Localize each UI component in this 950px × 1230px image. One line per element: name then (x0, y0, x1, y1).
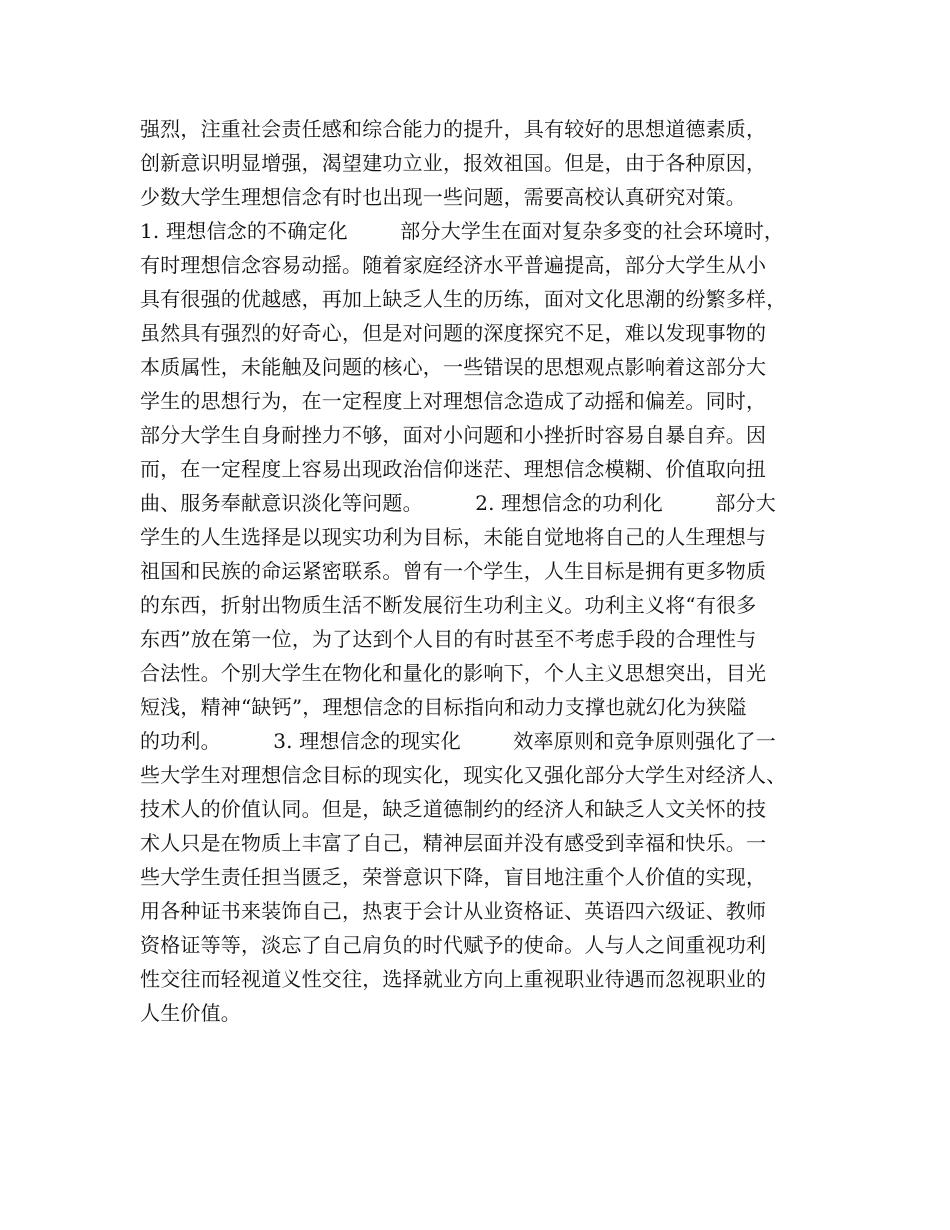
text-line-2: 创新意识明显增强，渴望建功立业，报效祖国。但是，由于各种原因， (140, 151, 767, 175)
text-line-13: 学生的人生选择是以现实功利为目标，未能自觉地将自己的人生理想与 (140, 525, 767, 549)
text-line-1: 强烈，注重社会责任感和综合能力的提升，具有较好的思想道德素质， (140, 117, 767, 141)
text-line-4: 1. 理想信念的不确定化 部分大学生在面对复杂多变的社会环境时， (140, 219, 785, 243)
text-line-12: 曲、服务奉献意识淡化等问题。 2. 理想信念的功利化 部分大 (140, 491, 776, 515)
text-line-5: 有时理想信念容易动摇。随着家庭经济水平普遍提高，部分大学生从小 (140, 253, 767, 277)
text-line-22: 术人只是在物质上丰富了自己，精神层面并没有感受到幸福和快乐。一 (140, 831, 767, 855)
text-line-7: 虽然具有强烈的好奇心，但是对问题的深度探究不足，难以发现事物的 (140, 321, 767, 345)
text-line-23: 些大学生责任担当匮乏，荣誉意识下降，盲目地注重个人价值的实现， (140, 865, 767, 889)
text-line-24: 用各种证书来装饰自己，热衷于会计从业资格证、英语四六级证、教师 (140, 899, 767, 923)
text-line-18: 短浅，精神“缺钙”，理想信念的目标指向和动力支撑也就幻化为狭隘 (140, 695, 747, 719)
text-line-16: 东西”放在第一位，为了达到个人目的有时甚至不考虑手段的合理性与 (140, 627, 757, 651)
text-line-9: 学生的思想行为，在一定程度上对理想信念造成了动摇和偏差。同时， (140, 389, 767, 413)
text-line-20: 些大学生对理想信念目标的现实化，现实化又强化部分大学生对经济人、 (140, 763, 787, 787)
text-line-17: 合法性。个别大学生在物化和量化的影响下，个人主义思想突出，目光 (140, 661, 767, 685)
text-line-11: 而，在一定程度上容易出现政治信仰迷茫、理想信念模糊、价值取向扭 (140, 457, 767, 481)
body-text (140, 112, 830, 1030)
text-line-21: 技术人的价值认同。但是，缺乏道德制约的经济人和缺乏人文关怀的技 (140, 797, 767, 821)
text-line-3: 少数大学生理想信念有时也出现一些问题，需要高校认真研究对策。 (140, 185, 746, 209)
text-line-27: 人生价值。 (140, 1001, 241, 1025)
text-line-15: 的东西，折射出物质生活不断发展衍生功利主义。功利主义将“有很多 (140, 593, 757, 617)
text-line-8: 本质属性，未能触及问题的核心，一些错误的思想观点影响着这部分大 (140, 355, 767, 379)
text-line-6: 具有很强的优越感，再加上缺乏人生的历练，面对文化思潮的纷繁多样， (140, 287, 787, 311)
text-line-19: 的功利。 3. 理想信念的现实化 效率原则和竞争原则强化了一 (140, 729, 776, 753)
text-line-25: 资格证等等，淡忘了自己肩负的时代赋予的使命。人与人之间重视功利 (140, 933, 767, 957)
text-line-10: 部分大学生自身耐挫力不够，面对小问题和小挫折时容易自暴自弃。因 (140, 423, 767, 447)
text-line-26: 性交往而轻视道义性交往，选择就业方向上重视职业待遇而忽视职业的 (140, 967, 767, 991)
text-line-14: 祖国和民族的命运紧密联系。曾有一个学生，人生目标是拥有更多物质 (140, 559, 767, 583)
